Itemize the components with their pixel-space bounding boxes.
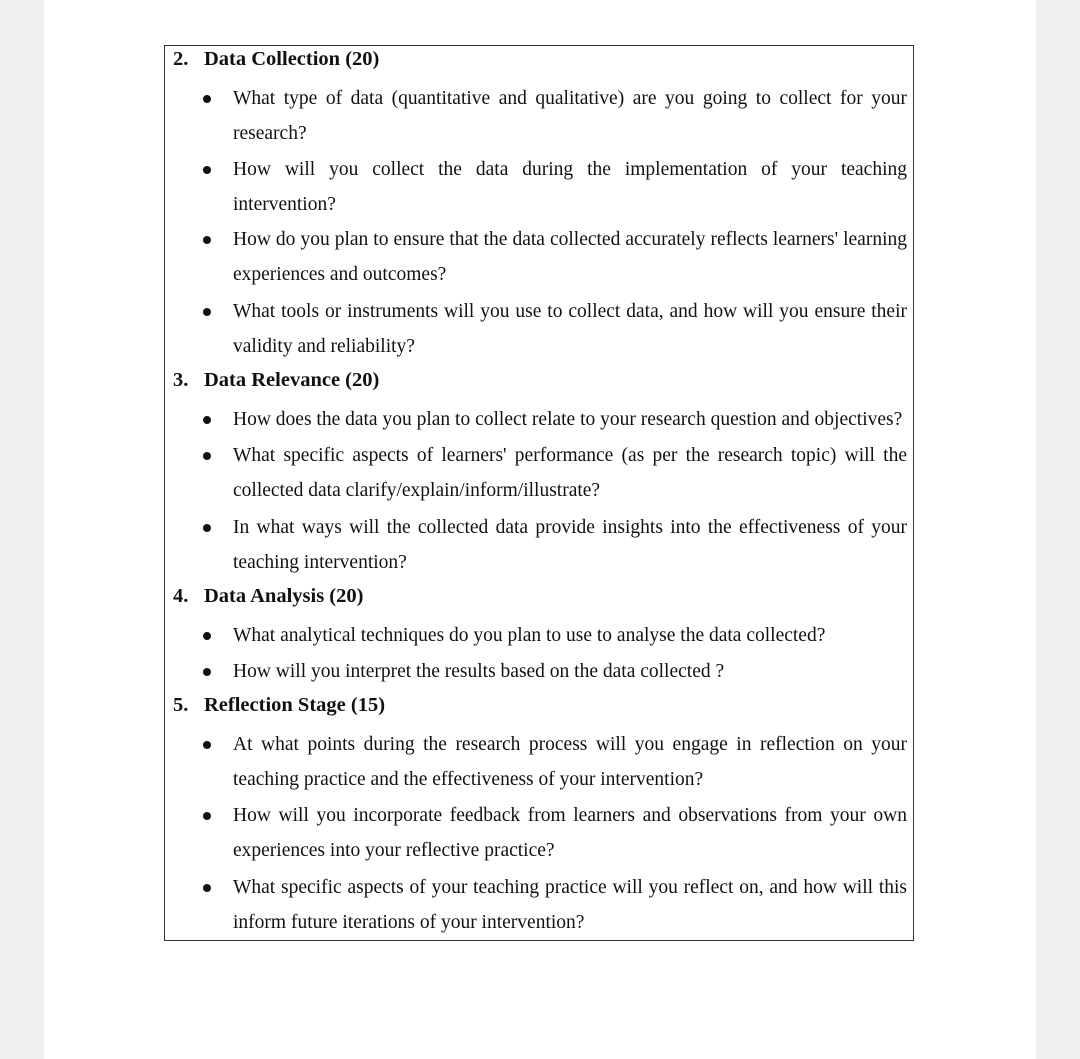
bullet-icon	[203, 668, 211, 676]
list-item: What specific aspects of your teaching practice will you reflect on, and how will this inform future iterations of your intervention?	[233, 877, 907, 933]
bullet-icon	[203, 632, 211, 640]
bullet-icon	[203, 452, 211, 460]
bullet-icon	[203, 166, 211, 174]
section-heading-data-collection: 2. Data Collection (20)	[173, 48, 380, 70]
list-item: At what points during the research process will you engage in reflection on your teaching practice and the effectiveness of your intervention?	[233, 734, 907, 790]
section-heading-data-analysis: 4. Data Analysis (20)	[173, 585, 364, 607]
list-item: How will you collect the data during the implementation of your teaching intervention?	[233, 159, 907, 215]
section-heading-reflection-stage: 5. Reflection Stage (15)	[173, 694, 386, 716]
list-item: How do you plan to ensure that the data collected accurately reflects learners' learning experiences and outcomes?	[233, 229, 907, 285]
question-box	[164, 45, 914, 941]
list-item: What tools or instruments will you use to collect data, and how will you ensure their validity and reliability?	[233, 301, 907, 357]
list-item: How will you interpret the results based on the data collected ?	[233, 661, 725, 682]
bullet-icon	[203, 741, 211, 749]
bullet-icon	[203, 524, 211, 532]
bullet-icon	[203, 95, 211, 103]
list-item: How will you incorporate feedback from learners and observations from your own experiences into your reflective practice?	[233, 805, 907, 861]
bullet-icon	[203, 884, 211, 892]
bullet-icon	[203, 812, 211, 820]
bullet-icon	[203, 416, 211, 424]
list-item: In what ways will the collected data provide insights into the effectiveness of your teaching intervention?	[233, 517, 907, 573]
section-heading-data-relevance: 3. Data Relevance (20)	[173, 369, 380, 391]
list-item: What analytical techniques do you plan to use to analyse the data collected?	[233, 625, 826, 646]
list-item: What specific aspects of learners' performance (as per the research topic) will the collected data clarify/explain/inform/illustrate?	[233, 445, 907, 501]
bullet-icon	[203, 236, 211, 244]
list-item: How does the data you plan to collect relate to your research question and objectives?	[233, 409, 903, 430]
document-page	[44, 0, 1036, 1059]
list-item: What type of data (quantitative and qualitative) are you going to collect for your research?	[233, 88, 907, 144]
bullet-icon	[203, 308, 211, 316]
